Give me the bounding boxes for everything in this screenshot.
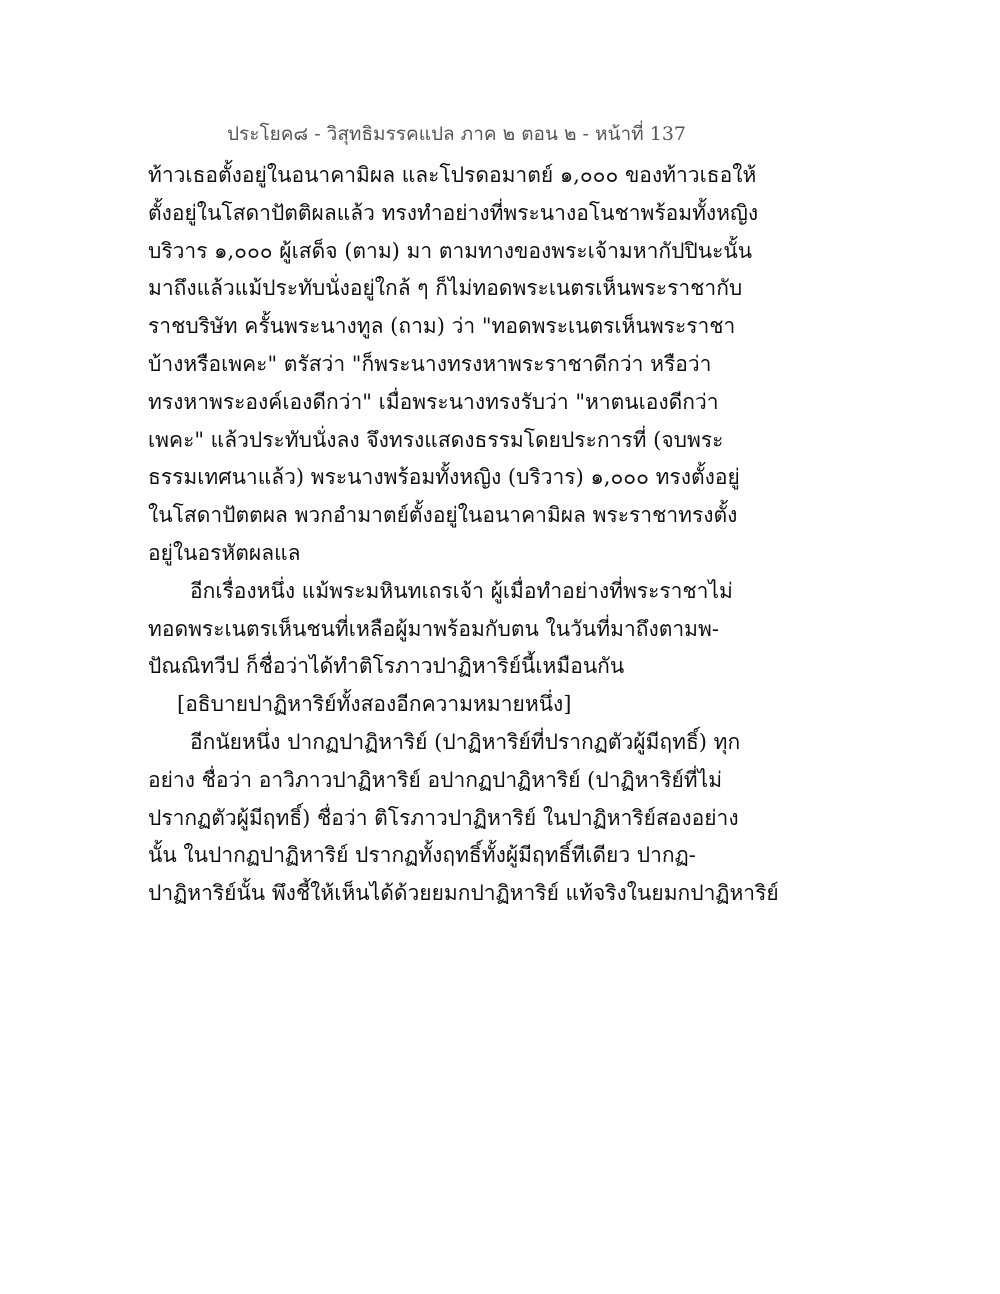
text-line: ธรรมเทศนาแล้ว) พระนางพร้อมทั้งหญิง (บริวาร) ๑,๐๐๐ ทรงตั้งอยู่ (148, 465, 740, 490)
text-line: เพคะ" แล้วประทับนั่งลง จึงทรงแสดงธรรมโดยประการที่ (จบพระ (148, 427, 724, 452)
text-line: บ้างหรือเพคะ" ตรัสว่า "ก็พระนางทรงหาพระราชาดีกว่า หรือว่า (148, 351, 712, 376)
text-line: ทรงหาพระองค์เองดีกว่า" เมื่อพระนางทรงรับว่า "หาตนเองดีกว่า (148, 389, 719, 414)
text-line: อยู่ในอรหัตผลแล (148, 540, 301, 565)
text-line: อย่าง ชื่อว่า อาวิภาวปาฏิหาริย์ อปากฏปาฏิหาริย์ (ปาฏิหาริย์ที่ไม่ (148, 767, 723, 792)
text-line: ทอดพระเนตรเห็นชนที่เหลือผู้มาพร้อมกับตน ในวันที่มาถึงตามพ- (148, 616, 719, 641)
paragraph-start-line: อีกเรื่องหนึ่ง แม้พระมหินทเถรเจ้า ผู้เมื่อทำอย่างที่พระราชาไม่ (190, 578, 733, 603)
text-line: นั้น ในปากฏปาฏิหาริย์ ปรากฏทั้งฤทธิ์ทั้งผู้มีฤทธิ์ทีเดียว ปากฏ- (148, 843, 696, 868)
text-line: มาถึงแล้วแม้ประทับนั่งอยู่ใกล้ ๆ ก็ไม่ทอดพระเนตรเห็นพระราชากับ (148, 276, 743, 301)
section-heading: [อธิบายปาฏิหาริย์ทั้งสองอีกความหมายหนึ่ง] (177, 692, 572, 717)
document-body (148, 160, 779, 916)
text-line: ท้าวเธอตั้งอยู่ในอนาคามิผล และโปรดอมาตย์ ๑,๐๐๐ ของท้าวเธอให้ (148, 163, 757, 187)
text-line: ปรากฏตัวผู้มีฤทธิ์) ชื่อว่า ติโรภาวปาฏิหาริย์ ในปาฏิหาริย์สองอย่าง (148, 805, 739, 830)
text-line: ตั้งอยู่ในโสดาปัตติผลแล้ว ทรงทำอย่างที่พระนางอโนชาพร้อมทั้งหญิง (148, 200, 759, 225)
text-line: บริวาร ๑,๐๐๐ ผู้เสด็จ (ตาม) มา ตามทางของพระเจ้ามหากัปปินะนั้น (148, 238, 753, 263)
text-line: ปาฏิหาริย์นั้น พึงชี้ให้เห็นได้ด้วยยมกปาฏิหาริย์ แท้จริงในยมกปาฏิหาริย์ (148, 881, 779, 906)
paragraph-start-line: อีกนัยหนึ่ง ปากฏปาฏิหาริย์ (ปาฏิหาริย์ที่ปรากฏตัวผู้มีฤทธิ์) ทุก (190, 729, 741, 754)
running-header: ประโยค๘ - วิสุทธิมรรคแปล ภาค ๒ ตอน ๒ - หน้าที่ 137 (226, 123, 686, 145)
text-line: ปัณณิทวีป ก็ชื่อว่าได้ทำติโรภาวปาฏิหาริย์นี้เหมือนกัน (148, 654, 625, 679)
text-line: ในโสดาปัตตผล พวกอำมาตย์ตั้งอยู่ในอนาคามิผล พระราชาทรงตั้ง (148, 503, 738, 528)
text-line: ราชบริษัท ครั้นพระนางทูล (ถาม) ว่า "ทอดพระเนตรเห็นพระราชา (148, 314, 736, 339)
